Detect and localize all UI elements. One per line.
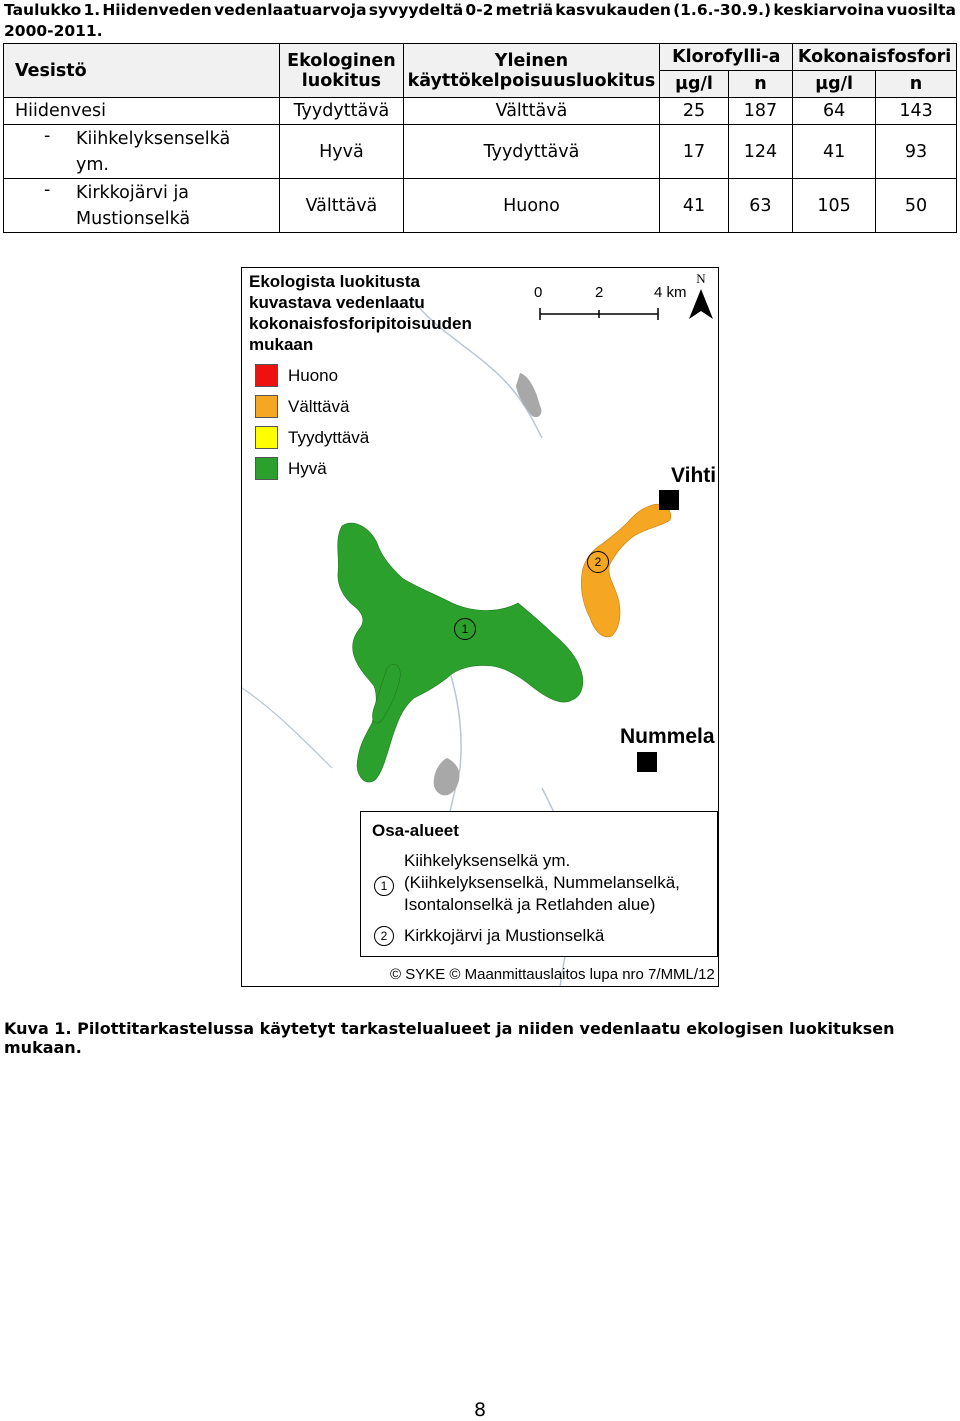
subarea-1-line: (Kiihkelyksenselkä, Nummelanselkä,	[404, 873, 680, 892]
north-arrow	[687, 271, 715, 326]
scale-line	[534, 306, 664, 322]
legend-item	[255, 457, 327, 480]
cell-ekologinen: Välttävä	[280, 179, 403, 233]
legend-label: Hyvä	[288, 458, 327, 478]
subarea-number: 2	[374, 926, 394, 946]
cell-yleinen: Tyydyttävä	[403, 125, 660, 179]
header-n-p: n	[876, 71, 957, 98]
legend-item	[255, 426, 369, 449]
header-vesisto: Vesistö	[4, 44, 280, 98]
legend-swatch-poor	[255, 364, 278, 387]
legend-item	[255, 395, 349, 418]
legend-item	[255, 364, 338, 387]
table-row	[4, 98, 957, 125]
water-quality-table	[3, 43, 957, 233]
map-legend-title: Ekologista luokitusta kuvastava vedenlaatu kokonaisfosforipitoisuuden mukaan	[249, 272, 472, 354]
header-unit-p: µg/l	[793, 71, 876, 98]
grey-lake	[516, 373, 541, 417]
area-marker-1: 1	[454, 618, 476, 640]
cell-vesisto: Hiidenvesi	[4, 98, 280, 125]
cell-chl-n: 124	[728, 125, 792, 179]
scale-tick-label: 2	[595, 284, 604, 301]
figure-caption: Kuva 1. Pilottitarkastelussa käytetyt tarkastelualueet ja niiden vedenlaatu ekologisen luokituksen mukaan.	[4, 1019, 895, 1057]
cell-vesisto: - Kirkkojärvi ja Mustionselkä	[4, 179, 280, 233]
cell-p: 105	[793, 179, 876, 233]
cell-p: 64	[793, 98, 876, 125]
cell-chl-n: 187	[728, 98, 792, 125]
legend-label: Tyydyttävä	[288, 427, 370, 447]
area-marker-2: 2	[587, 551, 609, 573]
page-number: 8	[473, 1399, 487, 1421]
table-row	[4, 125, 957, 179]
legend-label: Huono	[288, 365, 339, 385]
table-caption-line1: Taulukko 1. Hiidenveden vedenlaatuarvoja syvyydeltä 0-2 metriä kasvukauden (1.6.-30.9.) keskiarvoina vuosilta	[4, 1, 956, 19]
lake-area-good	[338, 523, 583, 782]
header-unit-chl: µg/l	[660, 71, 728, 98]
map-credit: © SYKE © Maanmittauslaitos lupa nro 7/MML/12	[390, 966, 715, 983]
town-label-vihti: Vihti	[671, 464, 717, 487]
legend-swatch-satisfactory	[255, 426, 278, 449]
cell-chl-n: 63	[728, 179, 792, 233]
cell-chl: 25	[660, 98, 728, 125]
cell-yleinen: Välttävä	[403, 98, 660, 125]
cell-p-n: 50	[876, 179, 957, 233]
cell-chl: 17	[660, 125, 728, 179]
lake-map	[241, 267, 719, 987]
legend-swatch-good	[255, 457, 278, 480]
cell-p-n: 93	[876, 125, 957, 179]
scale-tick-label: 0	[534, 284, 543, 301]
subareas-box	[360, 811, 718, 957]
subarea-1-line: Kiihkelyksenselkä ym.	[404, 851, 571, 870]
table-caption	[4, 0, 956, 42]
subareas-title: Osa-alueet	[372, 821, 459, 840]
subarea-2-line: Kirkkojärvi ja Mustionselkä	[404, 926, 605, 945]
cell-ekologinen: Hyvä	[280, 125, 403, 179]
cell-ekologinen: Tyydyttävä	[280, 98, 403, 125]
town-marker-nummela	[637, 752, 657, 772]
header-n-chl: n	[728, 71, 792, 98]
header-yleinen: Yleinen käyttökelpoisuusluokitus	[403, 44, 660, 98]
header-row-1	[4, 44, 957, 71]
subarea-1-line: Isontalonselkä ja Retlahden alue)	[404, 895, 656, 914]
scale-tick-label: 4 km	[654, 284, 687, 301]
cell-p-n: 143	[876, 98, 957, 125]
cell-yleinen: Huono	[403, 179, 660, 233]
cell-chl: 41	[660, 179, 728, 233]
river-line	[242, 688, 332, 768]
header-ekologinen: Ekologinen luokitus	[280, 44, 403, 98]
subarea-number: 1	[374, 876, 394, 896]
north-arrow-icon	[687, 287, 715, 321]
legend-label: Välttävä	[288, 396, 350, 416]
town-label-nummela: Nummela	[620, 725, 715, 748]
cell-p: 41	[793, 125, 876, 179]
header-kokonaisfosfori: Kokonaisfosfori	[793, 44, 957, 71]
table-caption-line2: 2000-2011.	[4, 22, 103, 40]
cell-vesisto: - Kiihkelyksenselkä ym.	[4, 125, 280, 179]
town-marker-vihti	[659, 490, 679, 510]
legend-swatch-passable	[255, 395, 278, 418]
header-klorofylli: Klorofylli-a	[660, 44, 793, 71]
table-row	[4, 179, 957, 233]
north-label: N	[696, 271, 706, 286]
